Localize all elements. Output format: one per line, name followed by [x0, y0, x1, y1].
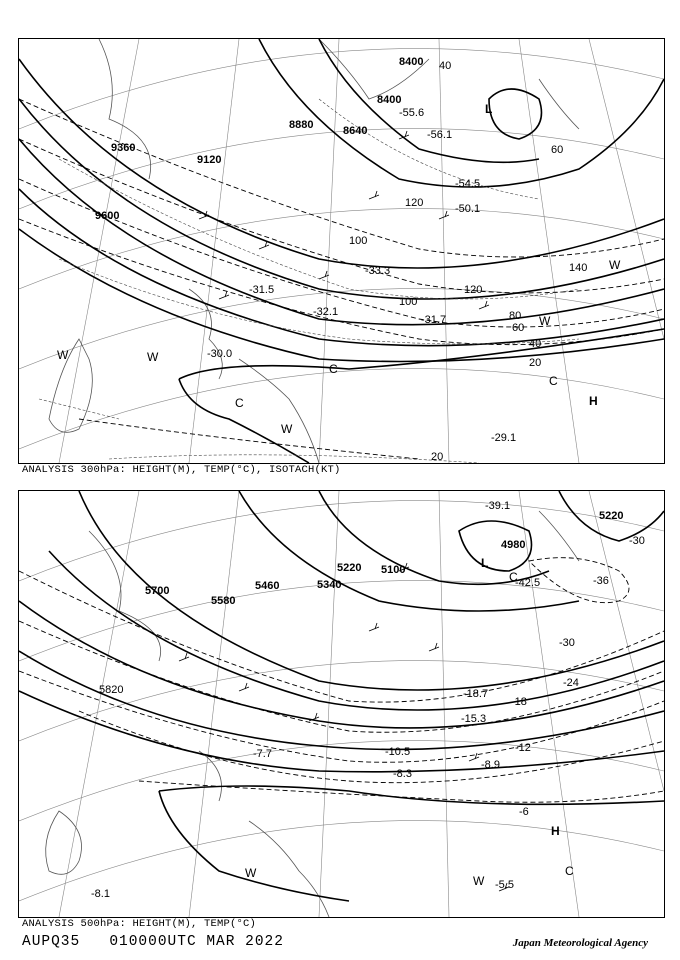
temp-label: -5.5 — [495, 879, 514, 891]
temp-label: -29.1 — [491, 432, 517, 444]
temp-contour-label: -36 — [593, 575, 609, 587]
isotach-label: 40 — [529, 338, 542, 350]
height-label: 5700 — [145, 585, 170, 597]
agency-name: Japan Meteorological Agency — [512, 937, 648, 949]
cold-symbol: C — [549, 374, 558, 388]
chart-id — [22, 934, 284, 950]
height-label: 5460 — [255, 580, 280, 592]
temp-label: -8.9 — [481, 759, 500, 771]
temp-label: -18.7 — [463, 688, 489, 700]
isotach-label: 140 — [569, 262, 588, 274]
height-contours — [19, 39, 664, 463]
temp-label: -56.1 — [427, 129, 453, 141]
temp-label: -55.6 — [399, 107, 425, 119]
temp-label: -50.1 — [455, 203, 481, 215]
height-label: 9360 — [111, 142, 136, 154]
isotach-label: 20 — [529, 357, 542, 369]
height-label: 5220 — [337, 562, 362, 574]
map-300hpa-canvas — [19, 39, 664, 463]
temp-label: -31.7 — [421, 314, 447, 326]
high-pressure-symbol: H — [589, 394, 598, 408]
height-label: 5820 — [99, 684, 124, 696]
isotach-label: 40 — [439, 60, 452, 72]
caption-300hpa: ANALYSIS 300hPa: HEIGHT(M), TEMP(°C), ISOTACH(KT) — [22, 464, 341, 476]
temp-label: -32.1 — [313, 306, 339, 318]
temp-contour-label: -30 — [559, 637, 575, 649]
temp-label: -10.5 — [385, 746, 411, 758]
height-label: 5580 — [211, 595, 236, 607]
warm-symbol: W — [147, 350, 159, 364]
chart-datetime: 010000UTC MAR 2022 — [109, 934, 284, 950]
low-pressure-symbol: L — [485, 102, 493, 116]
height-label: 9120 — [197, 154, 222, 166]
map-symbols — [57, 102, 621, 436]
temp-label: -33.3 — [365, 265, 391, 277]
temp-label: -42.5 — [515, 577, 541, 589]
map-500hpa-canvas — [19, 491, 664, 917]
temp-label: -15.3 — [461, 713, 487, 725]
warm-symbol: W — [57, 348, 69, 362]
caption-500hpa: ANALYSIS 500hPa: HEIGHT(M), TEMP(°C) — [22, 918, 257, 930]
height-labels — [99, 510, 623, 696]
cold-symbol: C — [235, 396, 244, 410]
warm-symbol: W — [281, 422, 293, 436]
temp-contour-label: -24 — [563, 677, 579, 689]
isotach-labels — [349, 60, 587, 463]
temp-label: -8.3 — [393, 768, 412, 780]
isotach-label: 60 — [551, 144, 564, 156]
cold-symbol: C — [509, 570, 518, 584]
isotach-label: 120 — [405, 197, 424, 209]
height-label: 9600 — [95, 210, 120, 222]
temp-contour-label: -18 — [511, 696, 527, 708]
temp-label: -54.5 — [455, 178, 481, 190]
low-pressure-symbol: L — [481, 556, 489, 570]
wind-barbs — [199, 131, 489, 309]
isotach-label: 20 — [431, 451, 444, 463]
high-pressure-symbol: H — [551, 824, 560, 838]
temp-label: -39.1 — [485, 500, 511, 512]
temp-labels — [207, 107, 516, 444]
temp-label: -7.7 — [253, 748, 272, 760]
height-contours — [19, 491, 664, 901]
temp-contour-label: -12 — [515, 742, 531, 754]
height-label: 8640 — [343, 125, 368, 137]
height-label: 5340 — [317, 579, 342, 591]
warm-symbol: W — [473, 874, 485, 888]
height-label: 8880 — [289, 119, 314, 131]
map-500hpa — [18, 490, 665, 918]
isotach-label: 80 — [509, 310, 522, 322]
isotach-label: 100 — [399, 296, 418, 308]
height-label: 5220 — [599, 510, 624, 522]
cold-symbol: C — [329, 362, 338, 376]
temp-label: -30.0 — [207, 348, 233, 360]
cold-symbol: C — [565, 864, 574, 878]
isotach-label: 100 — [349, 235, 368, 247]
temp-contour-label: -6 — [519, 806, 529, 818]
height-label: 8400 — [399, 56, 424, 68]
warm-symbol: W — [245, 866, 257, 880]
warm-symbol: W — [539, 314, 551, 328]
isotach-label: 60 — [512, 322, 525, 334]
temp-label: -8.1 — [91, 888, 110, 900]
warm-symbol: W — [609, 258, 621, 272]
height-label: 5100 — [381, 564, 406, 576]
height-label: 4980 — [501, 539, 526, 551]
height-label: 8400 — [377, 94, 402, 106]
temp-label: -31.5 — [249, 284, 275, 296]
graticule — [19, 39, 664, 463]
coastlines — [46, 511, 579, 917]
temp-contour-label: -30 — [629, 535, 645, 547]
isotach-label: 120 — [464, 284, 483, 296]
map-300hpa — [18, 38, 665, 464]
chart-code: AUPQ35 — [22, 934, 81, 950]
